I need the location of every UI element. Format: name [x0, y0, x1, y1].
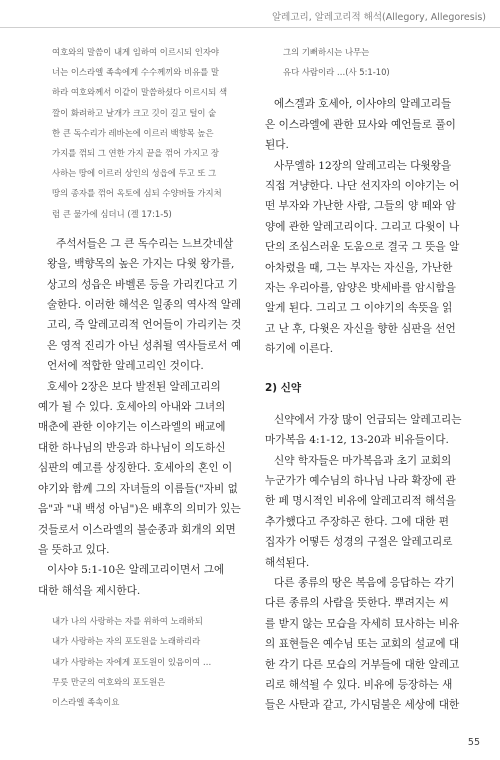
- text-line: 고리, 즉 알레고리적 언어들이 가리키는 것: [47, 319, 242, 332]
- text-line: 신약 학자들은 마가복음과 초기 교회의: [274, 454, 452, 467]
- text-line: 마가복음 4:1-12, 13-20과 비유들이다.: [265, 434, 449, 447]
- text-line: 호세아 2장은 보다 발전된 알레고리의: [47, 380, 221, 393]
- paragraph-hosea: [38, 377, 250, 561]
- text-line: 사하는 땅에 이르러 상인의 성읍에 두고 또 그: [52, 168, 217, 179]
- text-line: 은 영적 진리가 아닌 성취될 역사들로서 예: [47, 339, 242, 352]
- text-line: 해석된다.: [265, 556, 310, 569]
- text-line: 떤 부자와 가난한 사람, 그들의 양 떼와 암: [265, 200, 456, 213]
- text-line: 를 받지 않는 모습을 자세히 묘사하는 비유: [265, 617, 460, 630]
- text-line: 것들로서 이스라엘의 불순종과 회개의 외면: [38, 523, 236, 536]
- text-line: 이사야 5:1-10은 알레고리이면서 그에: [47, 564, 225, 577]
- running-header: 알레고리, 알레고리적 해석(Allegory, Allegoresis): [272, 12, 486, 23]
- text-line: 양에 관한 알레고리이다. 그리고 다윗이 나: [265, 220, 460, 233]
- header-divider: [0, 27, 500, 28]
- text-line: 을 뜻하고 있다.: [38, 543, 110, 556]
- text-line: 고 난 후, 다윗은 자신을 향한 심판을 선언: [265, 322, 456, 335]
- text-line: 깔이 화려하고 날개가 크고 깃이 길고 털이 숱: [52, 107, 217, 118]
- text-line: 사무엘하 12장의 알레고리는 다윗왕을: [274, 159, 452, 172]
- text-line: 유다 사람이라 …(사 5:1-10): [283, 67, 390, 78]
- paragraph-ezekiel-interpretation: [38, 234, 250, 377]
- right-column: [265, 42, 475, 716]
- block-quote-isaiah: [38, 611, 250, 712]
- page-number: 55: [467, 737, 480, 748]
- text-line: 의 표현들은 예수님 또는 교회의 설교에 대: [265, 638, 460, 651]
- text-line: 언서에 적합한 알레고리인 것이다.: [47, 360, 204, 373]
- text-line: 한 각기 다른 모습의 거부들에 대한 알레고: [265, 658, 460, 671]
- paragraph-isaiah-intro: [38, 560, 250, 601]
- block-quote-ezekiel: [38, 42, 250, 224]
- section-heading-new-testament: 2) 신약: [265, 381, 302, 394]
- text-line: 집자가 어떻든 성경의 구절은 알레고리로: [265, 536, 453, 549]
- text-line: 왕을, 백향목의 높은 가지는 다윗 왕가를,: [47, 258, 235, 271]
- text-line: 한 큰 독수리가 레바논에 이르러 백향목 높은: [52, 127, 214, 138]
- text-line: 대한 해석을 제시한다.: [38, 584, 141, 597]
- text-line: 은 이스라엘에 관한 묘사와 예언들로 풀이: [265, 118, 456, 131]
- text-line: 심판의 예고를 상징한다. 호세아의 혼인 이: [38, 462, 233, 475]
- text-line: 자는 우리아를, 암양은 밧세바를 암시함을: [265, 282, 456, 295]
- text-line: 이스라엘 족속이요: [52, 696, 120, 707]
- text-line: 내가 나의 사랑하는 자를 위하여 노래하되: [52, 616, 203, 627]
- paragraph-mark-parables: [265, 410, 475, 451]
- text-line: 야기와 함께 그의 자녀들의 이름들("자비 없: [38, 482, 238, 495]
- text-line: 직접 겨냥한다. 나단 선지자의 이야기는 어: [265, 180, 460, 193]
- text-line: 가지를 꺾되 그 연한 가지 끝을 꺾어 가지고 장: [52, 148, 219, 159]
- text-line: 한 페 명시적인 비유에 알레고리적 해석을: [265, 495, 456, 508]
- text-line: 추가했다고 주장하곤 한다. 그에 대한 편: [265, 515, 449, 528]
- text-line: 알게 된다. 그리고 그 이야기의 속뜻을 읽: [265, 302, 453, 315]
- text-line: 아차렸을 때, 그는 부자는 자신을, 가난한: [265, 261, 453, 274]
- text-line: 땅의 종자를 꺾어 옥토에 심되 수양버들 가지처: [52, 188, 222, 199]
- text-line: 무릇 만군의 여호와의 포도원은: [52, 676, 166, 687]
- text-line: 너는 이스라엘 족속에게 수수께끼와 비유를 말: [52, 67, 220, 78]
- text-line: 술한다. 이러한 해석은 일종의 역사적 알레: [47, 299, 242, 312]
- text-line: 주석서들은 그 큰 독수리는 느브갓네살: [56, 237, 234, 250]
- text-line: 예가 될 수 있다. 호세아의 아내와 그녀의: [38, 401, 226, 414]
- text-line: 음"과 "내 백성 아님")은 배후의 의미가 있는: [38, 503, 241, 516]
- text-line: 다른 종류의 사람을 뜻한다. 뿌려지는 씨: [265, 597, 449, 610]
- text-line: 누군가가 예수님의 하나님 나라 확장에 관: [265, 474, 456, 487]
- text-line: 신약에서 가장 많이 언급되는 알레고리는: [274, 413, 462, 426]
- text-line: 여호와의 말씀이 내게 임하여 이르시되 인자야: [52, 47, 220, 57]
- paragraph-soils: [265, 573, 475, 716]
- text-line: 내가 사랑하는 자의 포도원을 노래하리라: [52, 636, 201, 647]
- text-line: 하기에 이른다.: [265, 343, 334, 356]
- text-line: 단의 조심스러운 도움으로 결국 그 뜻을 알: [265, 241, 460, 254]
- text-line: 그의 기뻐하시는 나무는: [283, 47, 370, 57]
- text-line: 리로 해석될 수 있다. 비유에 등장하는 새: [265, 678, 453, 691]
- text-line: 상고의 성읍은 바벨론 등을 가리킨다고 기: [47, 278, 238, 291]
- text-line: 내가 사랑하는 자에게 포도원이 있음이여 …: [52, 656, 212, 667]
- text-line: 에스겔과 호세아, 이사야의 알레고리들: [274, 98, 452, 111]
- paragraph-prophets-summary: [265, 94, 475, 155]
- text-line: 대한 하나님의 반응과 하나님이 의도하신: [38, 441, 226, 454]
- text-line: 들은 사탄과 같고, 가시덤불은 세상에 대한: [265, 699, 460, 712]
- text-line: 다른 종류의 땅은 복음에 응답하는 각기: [274, 576, 455, 589]
- left-column: [38, 42, 250, 712]
- text-line: 된다.: [265, 139, 289, 152]
- text-line: 하라 여호와께서 이같이 말씀하셨다 이르시되 색: [52, 87, 228, 98]
- block-quote-isaiah-continued: [265, 42, 475, 82]
- paragraph-samuel: [265, 156, 475, 360]
- text-line: 럼 큰 물가에 심더니 (겔 17:1-5): [52, 208, 172, 219]
- paragraph-scholars: [265, 451, 475, 573]
- text-line: 매춘에 관한 이야기는 이스라엘의 배교에: [38, 421, 226, 434]
